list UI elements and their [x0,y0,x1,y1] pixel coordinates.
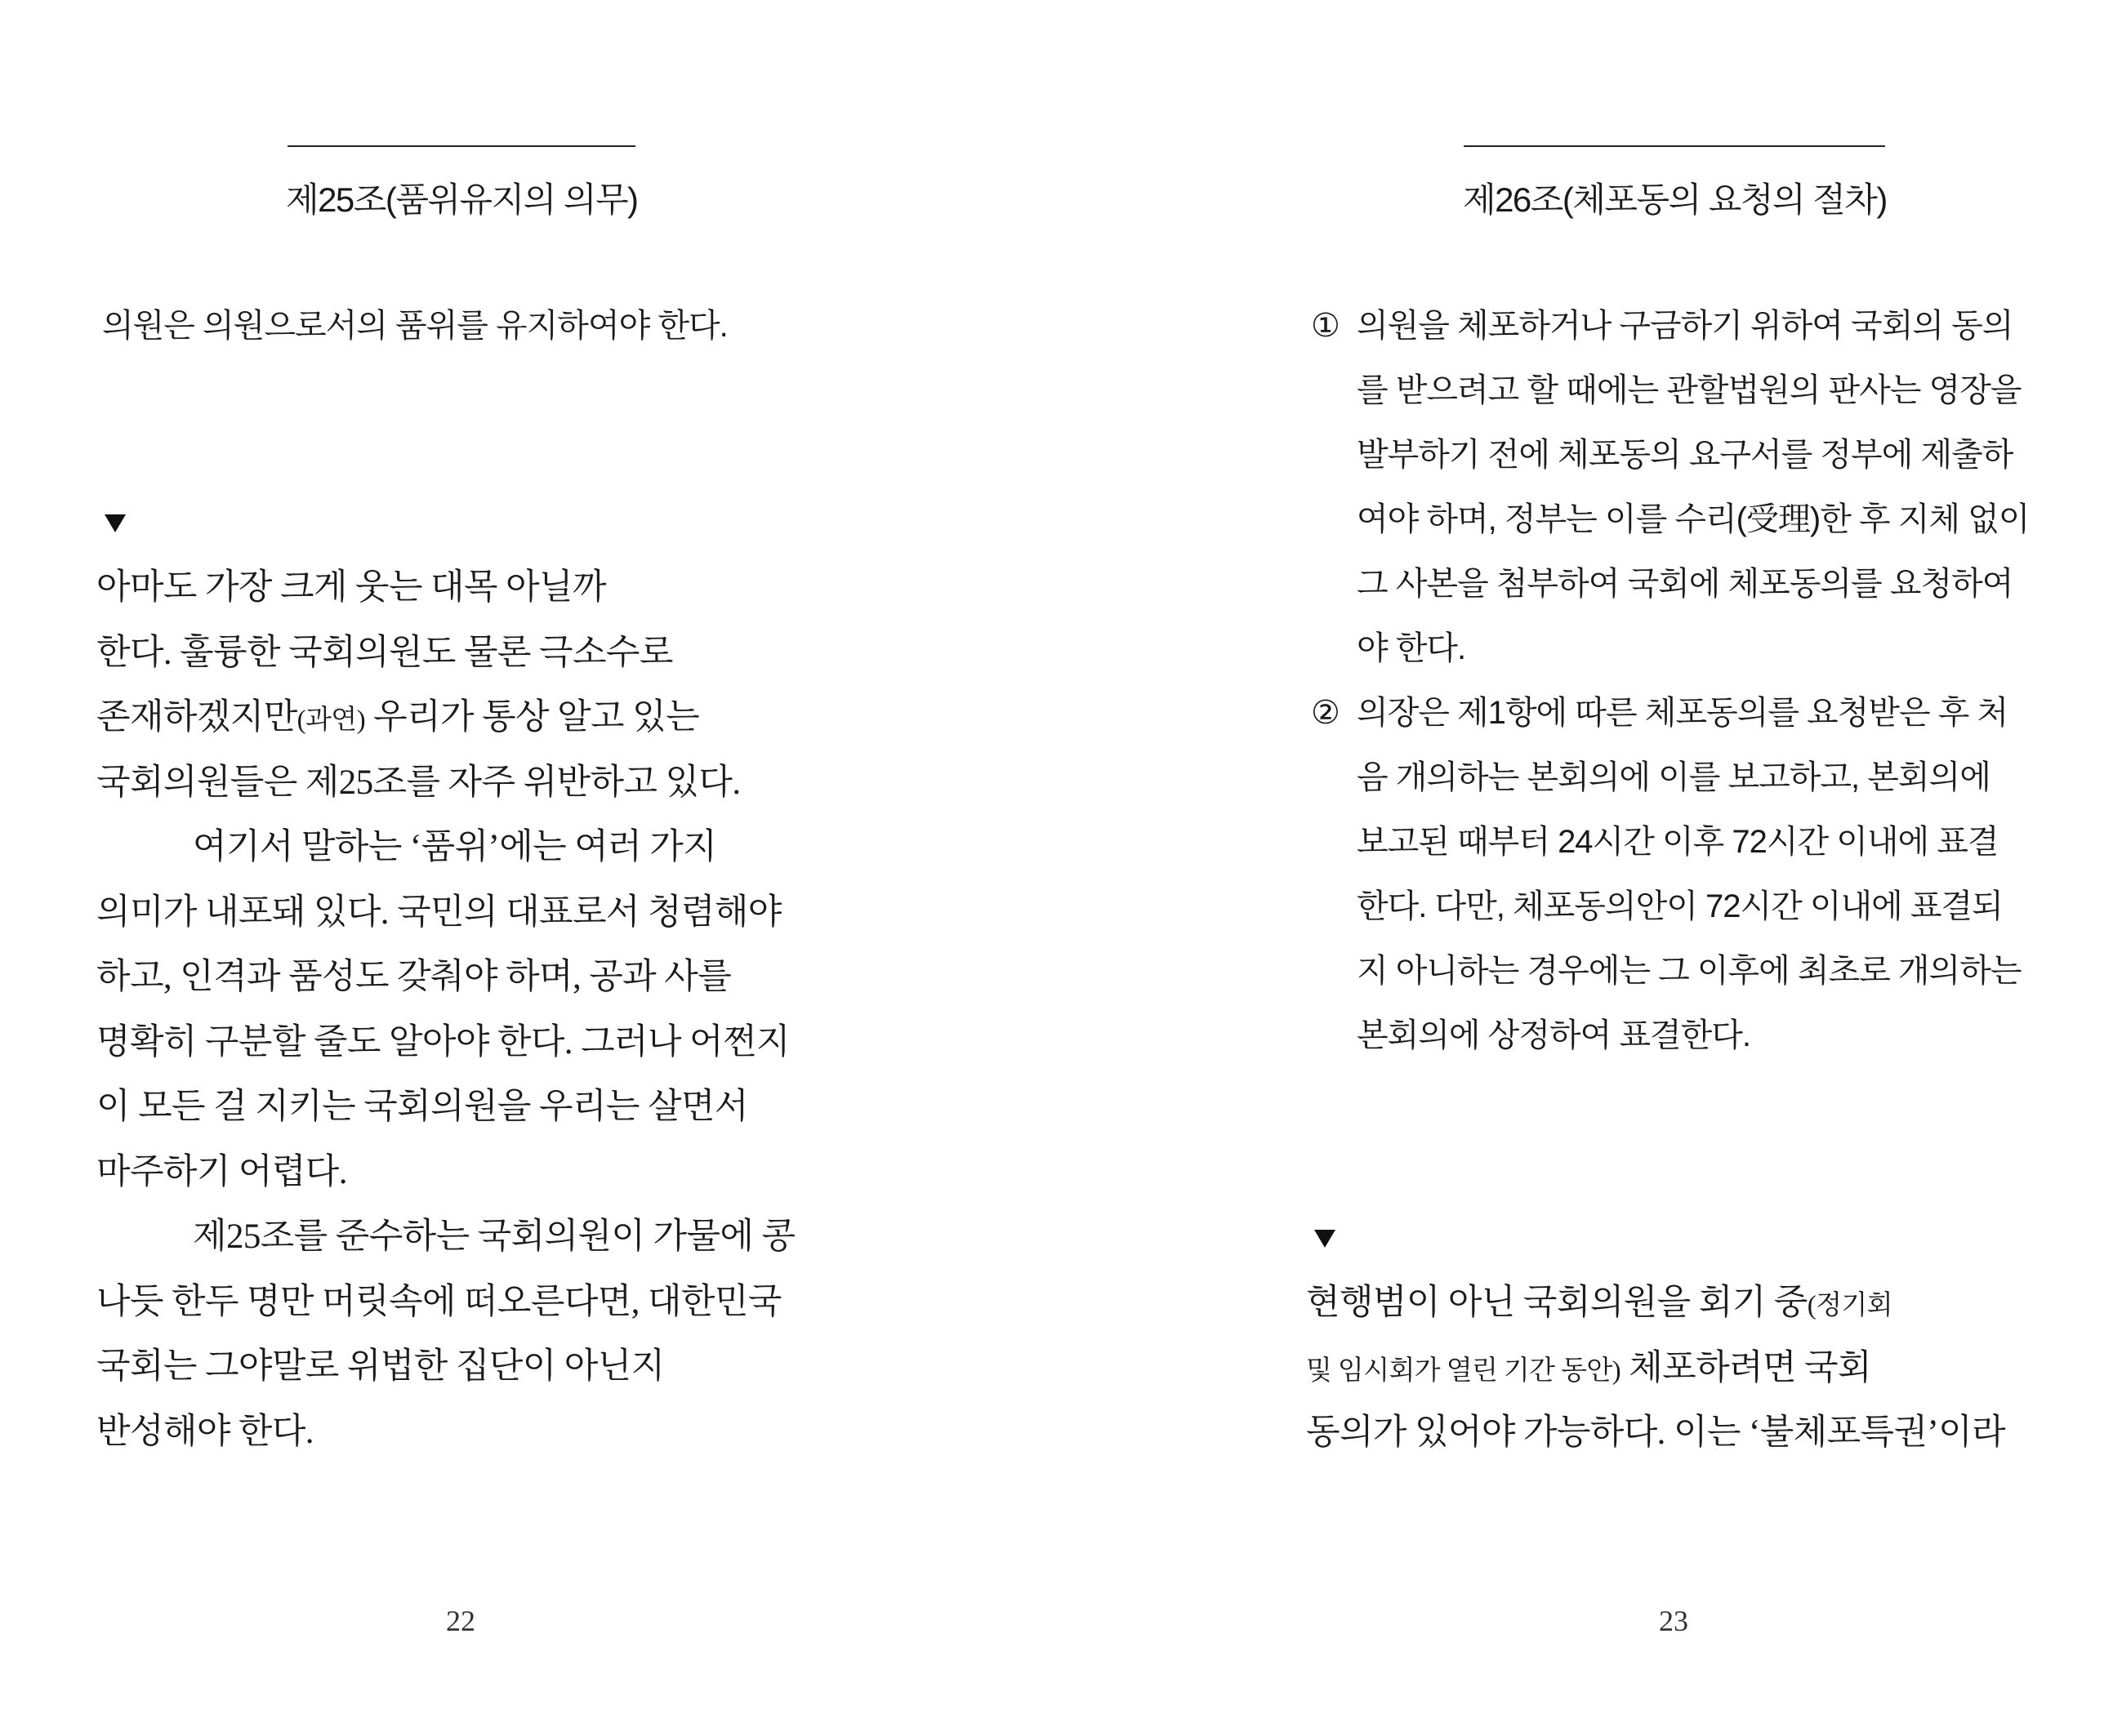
clause-line: 의장은 제1항에 따른 체포동의를 요청받은 후 처 [1357,695,2008,731]
page-number: 22 [446,1605,475,1637]
commentary-line: 아마도 가장 크게 웃는 대목 아닐까 [96,568,606,607]
law-line: 의원은 의원으로서의 품위를 유지하여야 한다. [102,308,728,344]
article-title: 제25조(품위유지의 의무) [286,180,638,219]
commentary-line: 하고, 인격과 품성도 갖춰야 하며, 공과 사를 [96,958,732,996]
clause-marker: ① [1311,308,1340,344]
clause-line: 발부하기 전에 체포동의 요구서를 정부에 제출하 [1357,437,2013,473]
clause-line: 여야 하며, 정부는 이를 수리(受理)한 후 지체 없이 [1357,501,2030,537]
clause-marker: ② [1311,695,1340,731]
aside-note: (과연) [296,706,365,735]
clause-line: 한다. 다만, 체포동의안이 72시간 이내에 표결되 [1357,888,2003,924]
clause-line: 의원을 체포하거나 구금하기 위하여 국회의 동의 [1357,308,2013,344]
commentary [96,555,795,1464]
law-text [102,294,728,358]
commentary-line: 여기서 말하는 ‘품위’에는 여러 가지 [193,828,717,866]
commentary-line: 제25조를 준수하는 국회의원이 가물에 콩 [193,1217,796,1256]
aside-note: 및 임시회가 열린 기간 동안) [1306,1355,1621,1386]
commentary [1306,1271,2005,1466]
commentary-line: 국회의원들은 제25조를 자주 위반하고 있다. [96,763,741,802]
clause-1 [1311,294,2030,681]
commentary-line: 마주하기 어렵다. [96,1152,347,1191]
commentary-line: 나듯 한두 명만 머릿속에 떠오른다면, 대한민국 [96,1282,782,1321]
clause-line: 보고된 때부터 24시간 이후 72시간 이내에 표결 [1357,824,1999,860]
clause-line: 지 아니하는 경우에는 그 이후에 최초로 개의하는 [1357,953,2022,989]
clause-line: 본회의에 상정하여 표결한다. [1357,1017,1751,1053]
aside-note: (정기회 [1807,1291,1892,1320]
title-rule [1464,145,1885,147]
clause-line: 그 사본을 첨부하여 국회에 체포동의를 요청하여 [1357,566,2013,602]
commentary-line: 동의가 있어야 가능하다. 이는 ‘불체포특권’이라 [1306,1413,2006,1452]
clause-line: 야 한다. [1357,630,1466,666]
commentary-line: 명확히 구분할 줄도 알아야 한다. 그러나 어쩐지 [96,1022,790,1062]
clause-line: 음 개의하는 본회의에 이를 보고하고, 본회의에 [1357,759,1990,795]
commentary-line: 한다. 훌륭한 국회의원도 물론 극소수로 [96,633,673,672]
section-marker-icon [1314,1230,1335,1248]
section-marker-icon [105,514,126,532]
clause-line: 를 받으려고 할 때에는 관할법원의 판사는 영장을 [1357,372,2022,408]
clause-2 [1311,681,2022,1068]
commentary-line: 국회는 그야말로 위법한 집단이 아닌지 [96,1347,665,1386]
page-number: 23 [1659,1605,1688,1637]
commentary-line: 반성해야 한다. [96,1412,314,1451]
commentary-line: 및 임시회가 열린 기간 동안) 체포하려면 국회 [1306,1348,1871,1387]
right-page [1061,0,2122,1736]
article-title: 제26조(체포동의 요청의 절차) [1463,180,1887,219]
commentary-line: 현행범이 아닌 국회의원을 회기 중(정기회 [1306,1284,1892,1322]
commentary-line: 의미가 내포돼 있다. 국민의 대표로서 청렴해야 [96,892,782,932]
commentary-line: 존재하겠지만(과연) 우리가 통상 알고 있는 [96,698,700,737]
commentary-line: 이 모든 걸 지키는 국회의원을 우리는 살면서 [96,1088,748,1126]
title-rule [288,145,635,147]
